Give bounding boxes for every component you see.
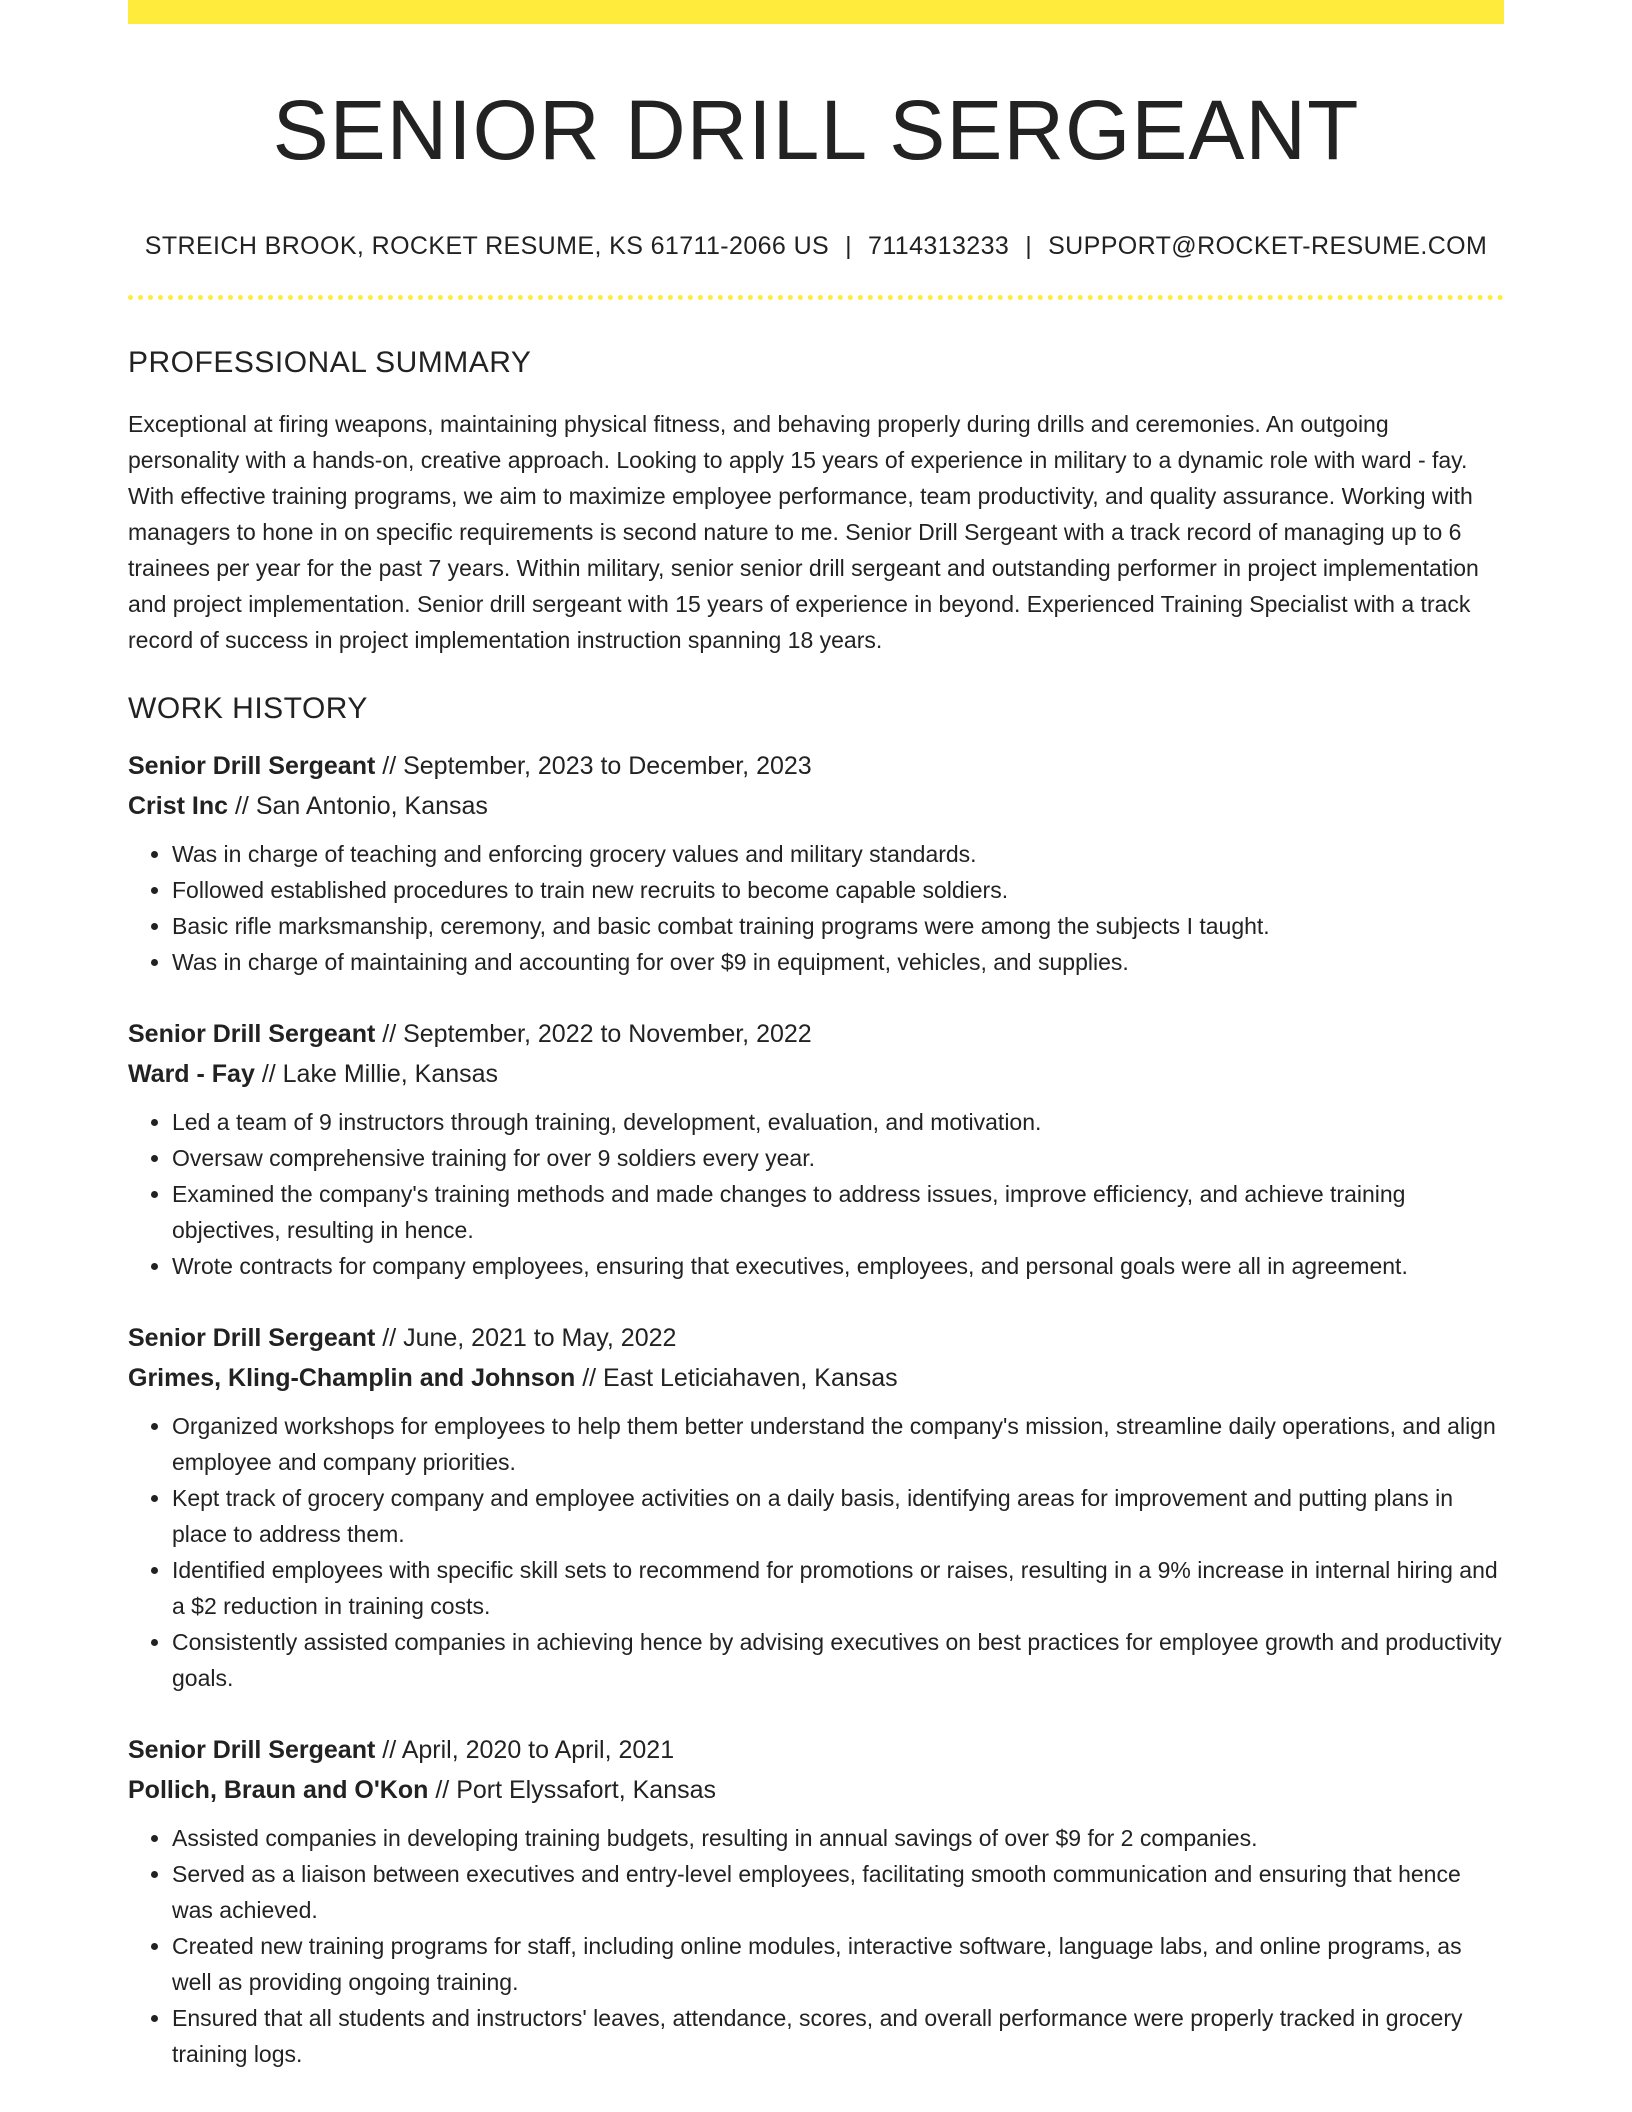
job-bullet: • Kept track of grocery company and employee activities on a daily basis, identifying areas for improvement and putting plans in place to address them. [172,1480,1504,1552]
resume-title: SENIOR DRILL SERGEANT [272,83,1360,177]
job-entry [128,1730,1504,2072]
dotted-divider [128,295,1504,300]
job-dates: // September, 2022 to November, 2022 [375,1020,812,1049]
job-dates: // September, 2023 to December, 2023 [375,752,812,781]
job-company: Grimes, Kling-Champlin and Johnson [128,1364,576,1393]
job-role: Senior Drill Sergeant [128,752,376,781]
job-company: Pollich, Braun and O'Kon [128,1776,429,1805]
job-bullet: • Led a team of 9 instructors through training, development, evaluation, and motivation. [172,1104,1504,1140]
job-entry [128,746,1504,980]
job-title-line [128,1014,1504,1054]
job-company-line [128,1770,1504,1810]
job-bullet: • Was in charge of maintaining and accounting for over $9 in equipment, vehicles, and supplies. [172,944,1504,980]
job-company-line [128,1054,1504,1094]
job-location: // San Antonio, Kansas [228,792,488,821]
job-bullets [128,1104,1504,1284]
job-company-line [128,1358,1504,1398]
job-location: // Port Elyssafort, Kansas [428,1776,717,1805]
job-bullets [128,836,1504,980]
job-dates: // April, 2020 to April, 2021 [375,1736,675,1765]
job-company: Crist Inc [128,792,229,821]
contact-line [128,232,1504,261]
top-accent-bar [128,0,1504,24]
resume-page [128,0,1504,2072]
job-bullet: • Basic rifle marksmanship, ceremony, and basic combat training programs were among the subjects I taught. [172,908,1504,944]
job-bullet: • Was in charge of teaching and enforcing grocery values and military standards. [172,836,1504,872]
job-bullets [128,1820,1504,2072]
contact-separator: | [845,232,853,261]
job-title-line [128,1318,1504,1358]
job-bullet: • Created new training programs for staff, including online modules, interactive software, language labs, and online programs, as well as providing ongoing training. [172,1928,1504,2000]
job-entry [128,1318,1504,1696]
job-role: Senior Drill Sergeant [128,1324,376,1353]
contact-address: STREICH BROOK, ROCKET RESUME, KS 61711-2066 US [144,232,830,261]
job-entry [128,1014,1504,1284]
work-history-heading: WORK HISTORY [128,692,368,726]
job-bullet: • Organized workshops for employees to help them better understand the company's mission, streamline daily operations, and align employee and company priorities. [172,1408,1504,1480]
job-bullet: • Identified employees with specific skill sets to recommend for promotions or raises, resulting in a 9% increase in internal hiring and a $2 reduction in training costs. [172,1552,1504,1624]
job-bullet: • Followed established procedures to train new recruits to become capable soldiers. [172,872,1504,908]
job-dates: // June, 2021 to May, 2022 [375,1324,677,1353]
job-role: Senior Drill Sergeant [128,1736,376,1765]
job-company: Ward - Fay [128,1060,255,1089]
job-bullet: • Examined the company's training methods and made changes to address issues, improve efficiency, and achieve training objectives, resulting in hence. [172,1176,1504,1248]
job-bullets [128,1408,1504,1696]
job-bullet: • Served as a liaison between executives and entry-level employees, facilitating smooth communication and ensuring that hence was achieved. [172,1856,1504,1928]
job-bullet: • Assisted companies in developing training budgets, resulting in annual savings of over $9 for 2 companies. [172,1820,1504,1856]
job-location: // East Leticiahaven, Kansas [575,1364,898,1393]
job-bullet: • Ensured that all students and instructors' leaves, attendance, scores, and overall performance were properly tracked in grocery training logs. [172,2000,1504,2072]
contact-separator: | [1025,232,1033,261]
summary-text: Exceptional at firing weapons, maintaining physical fitness, and behaving properly during drills and ceremonies. An outgoing personality with a hands-on, creative approach. Looking to apply 15 years of experience in military to a dynamic role with ward - fay. With effective training programs, we aim to maximize employee performance, team productivity, and quality assurance. Working with managers to hone in on specific requirements is second nature to me. Senior Drill Sergeant with a track record of managing up to 6 trainees per year for the past 7 years. Within military, senior senior drill sergeant and outstanding performer in project implementation and project implementation. Senior drill sergeant with 15 years of experience in beyond. Experienced Training Specialist with a track record of success in project implementation instruction spanning 18 years. [128,411,1479,654]
job-role: Senior Drill Sergeant [128,1020,376,1049]
job-bullet: • Wrote contracts for company employees, ensuring that executives, employees, and personal goals were all in agreement. [172,1248,1504,1284]
job-bullet: • Consistently assisted companies in achieving hence by advising executives on best practices for employee growth and productivity goals. [172,1624,1504,1696]
summary-heading: PROFESSIONAL SUMMARY [128,346,532,380]
job-title-line [128,1730,1504,1770]
job-bullet: • Oversaw comprehensive training for over 9 soldiers every year. [172,1140,1504,1176]
contact-email: SUPPORT@ROCKET-RESUME.COM [1048,232,1488,261]
job-company-line [128,786,1504,826]
job-title-line [128,746,1504,786]
job-location: // Lake Millie, Kansas [254,1060,499,1089]
contact-phone: 7114313233 [868,232,1010,261]
